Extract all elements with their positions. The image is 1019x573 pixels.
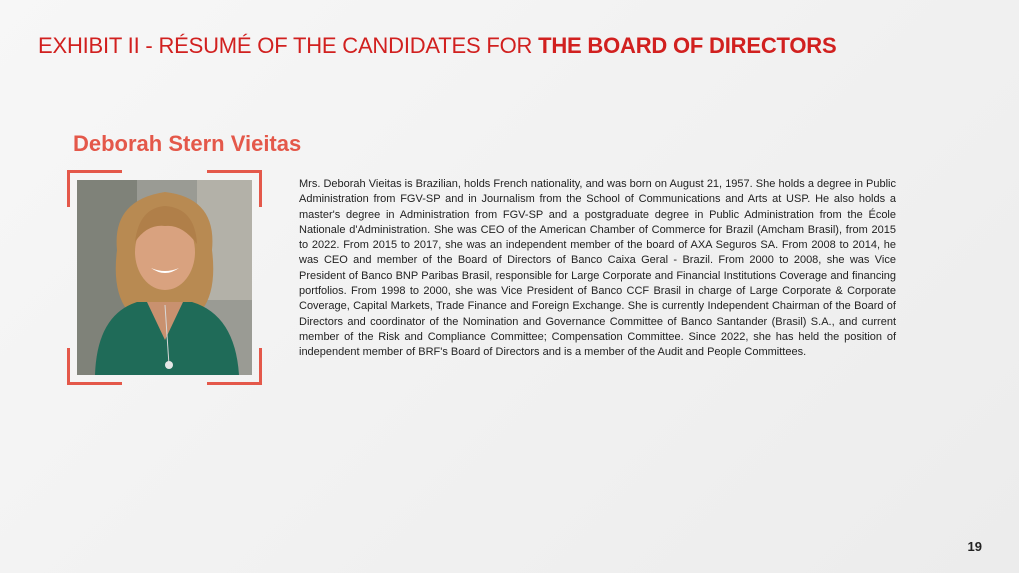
candidate-photo (77, 180, 252, 375)
page-number: 19 (967, 539, 982, 554)
candidate-bio: Mrs. Deborah Vieitas is Brazilian, holds French nationality, and was born on August 21, 1957. She holds a degree in Public Administration from FGV-SP and in Journalism from the School of Communications and Arts at USP. He also holds a master's degree in Administration from FGV-SP and a postgraduate degree in Public Administration from the École Nationale d'Administration. She was CEO of the American Chamber of Commerce for Brazil (Amcham Brasil), from 2015 to 2022. From 2015 to 2017, she was an independent member of the board of AXA Seguros SA. From 2008 to 2014, he was CEO and member of the Board of Directors of Banco Caixa Geral - Brazil. From 2000 to 2008, she was Vice President of Banco BNP Paribas Brasil, responsible for Large Corporate and Financial Institutions Coverage and financing portfolios. From 1998 to 2000, she was Vice President of Banco CCF Brasil in charge of Large Corporate & Corporate Coverage, Capital Markets, Trade Finance and Foreign Exchange. She is currently Independent Chairman of the Board of Directors and coordinator of the Nomination and Governance Committee of Banco Santander (Brasil) S.A., and current member of the Risk and Compliance Committee; Compensation Committee. Since 2022, she has held the position of independent member of BRF's Board of Directors and is a member of the Audit and People Committees. (299, 178, 896, 359)
candidate-name: Deborah Stern Vieitas (73, 131, 302, 156)
portrait-illustration (77, 180, 252, 375)
slide-title (38, 33, 836, 59)
title-emphasis: THE BOARD OF DIRECTORS (538, 33, 837, 58)
photo-frame (67, 170, 262, 385)
title-prefix: EXHIBIT II - RÉSUMÉ OF THE CANDIDATES FOR (38, 33, 539, 58)
